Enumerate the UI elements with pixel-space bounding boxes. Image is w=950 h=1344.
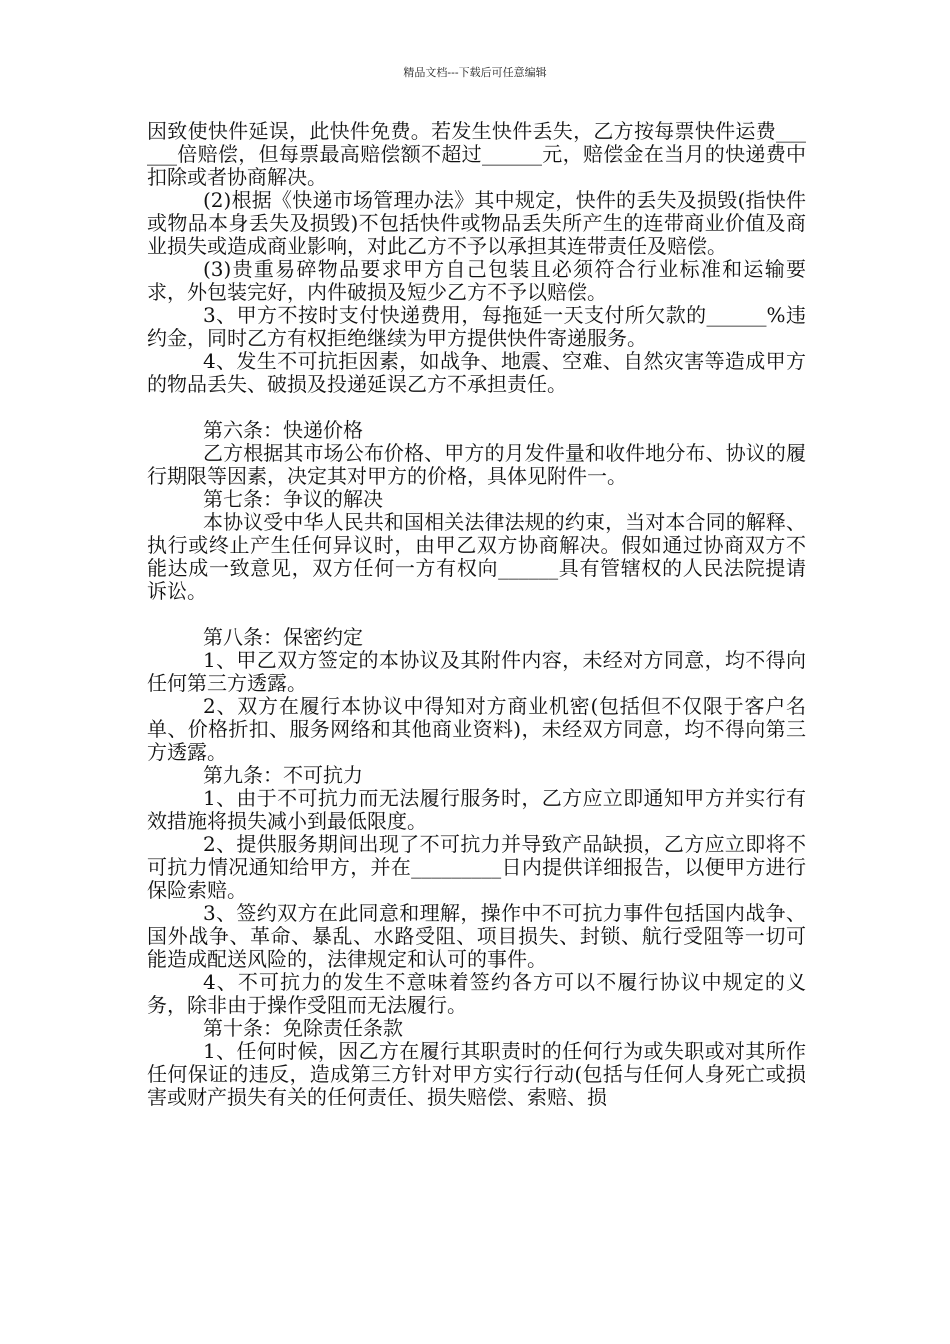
paragraph-exemption-1: 1、任何时候，因乙方在履行其职责时的任何行为或失职或对其所作任何保证的违反，造成第三方针对甲方实行行动(包括与任何人身死亡或损害或财产损失有关的任何责任、损失赔偿、索赔、损 (147, 1039, 806, 1109)
paragraph-force-majeure-3: 3、签约双方在此同意和理解，操作中不可抗力事件包括国内战争、国外战争、革命、暴乱、水路受阻、项目损失、封锁、航行受阻等一切可能造成配送风险的，法律规定和认可的事件。 (147, 901, 806, 971)
section-gap (147, 396, 806, 419)
page-header: 精品文档---下载后可任意编辑 (403, 66, 547, 79)
paragraph-clause-3: (3)贵重易碎物品要求甲方自己包装且必须符合行业标准和运输要求，外包装完好，内件破损及短少乙方不予以赔偿。 (147, 257, 806, 304)
paragraph-force-majeure-1: 1、由于不可抗力而无法履行服务时，乙方应立即通知甲方并实行有效措施将损失减小到最低限度。 (147, 786, 806, 833)
paragraph-confidentiality-1: 1、甲乙双方签定的本协议及其附件内容，未经对方同意，均不得向任何第三方透露。 (147, 648, 806, 695)
heading-article-8: 第八条：保密约定 (203, 625, 363, 649)
paragraph-clause-2: (2)根据《快递市场管理办法》其中规定，快件的丢失及损毁(指快件或物品本身丢失及损毁)不包括快件或物品丢失所产生的连带商业价值及商业损失或造成商业影响，对此乙方不予以承担其连带责任及赔偿。 (147, 188, 806, 258)
heading-article-10: 第十条：免除责任条款 (203, 1016, 403, 1040)
paragraph-force-majeure-2: 2、提供服务期间出现了不可抗力并导致产品缺损，乙方应立即将不可抗力情况通知给甲方，并在_________日内提供详细报告，以便甲方进行保险索赔。 (147, 832, 806, 902)
paragraph-force-majeure-4: 4、不可抗力的发生不意味着签约各方可以不履行协议中规定的义务，除非由于操作受阻而无法履行。 (147, 970, 806, 1017)
heading-article-6: 第六条：快递价格 (203, 418, 363, 442)
paragraph-compensation-continued: 因致使快件延误，此快件免费。若发生快件丢失，乙方按每票快件运费______倍赔偿，但每票最高赔偿额不超过______元，赔偿金在当月的快递费中扣除或者协商解决。 (147, 119, 806, 189)
paragraph-confidentiality-2: 2、双方在履行本协议中得知对方商业机密(包括但不仅限于客户名单、价格折扣、服务网络和其他商业资料)，未经双方同意，均不得向第三方透露。 (147, 694, 806, 764)
paragraph-late-payment: 3、甲方不按时支付快递费用，每拖延一天支付所欠款的______%违约金，同时乙方有权拒绝继续为甲方提供快件寄递服务。 (147, 303, 806, 350)
paragraph-force-majeure-items: 4、发生不可抗拒因素，如战争、地震、空难、自然灾害等造成甲方的物品丢失、破损及投递延误乙方不承担责任。 (147, 349, 806, 396)
heading-article-9: 第九条：不可抗力 (203, 763, 363, 787)
paragraph-pricing: 乙方根据其市场公布价格、甲方的月发件量和收件地分布、协议的履行期限等因素，决定其对甲方的价格，具体见附件一。 (147, 441, 806, 488)
section-gap (147, 603, 806, 626)
document-body (147, 120, 806, 1109)
heading-article-7: 第七条：争议的解决 (203, 487, 383, 511)
paragraph-dispute: 本协议受中华人民共和国相关法律法规的约束，当对本合同的解释、执行或终止产生任何异议时，由甲乙双方协商解决。假如通过协商双方不能达成一致意见，双方任何一方有权向______具有管辖权的人民法院提请诉讼。 (147, 510, 806, 603)
